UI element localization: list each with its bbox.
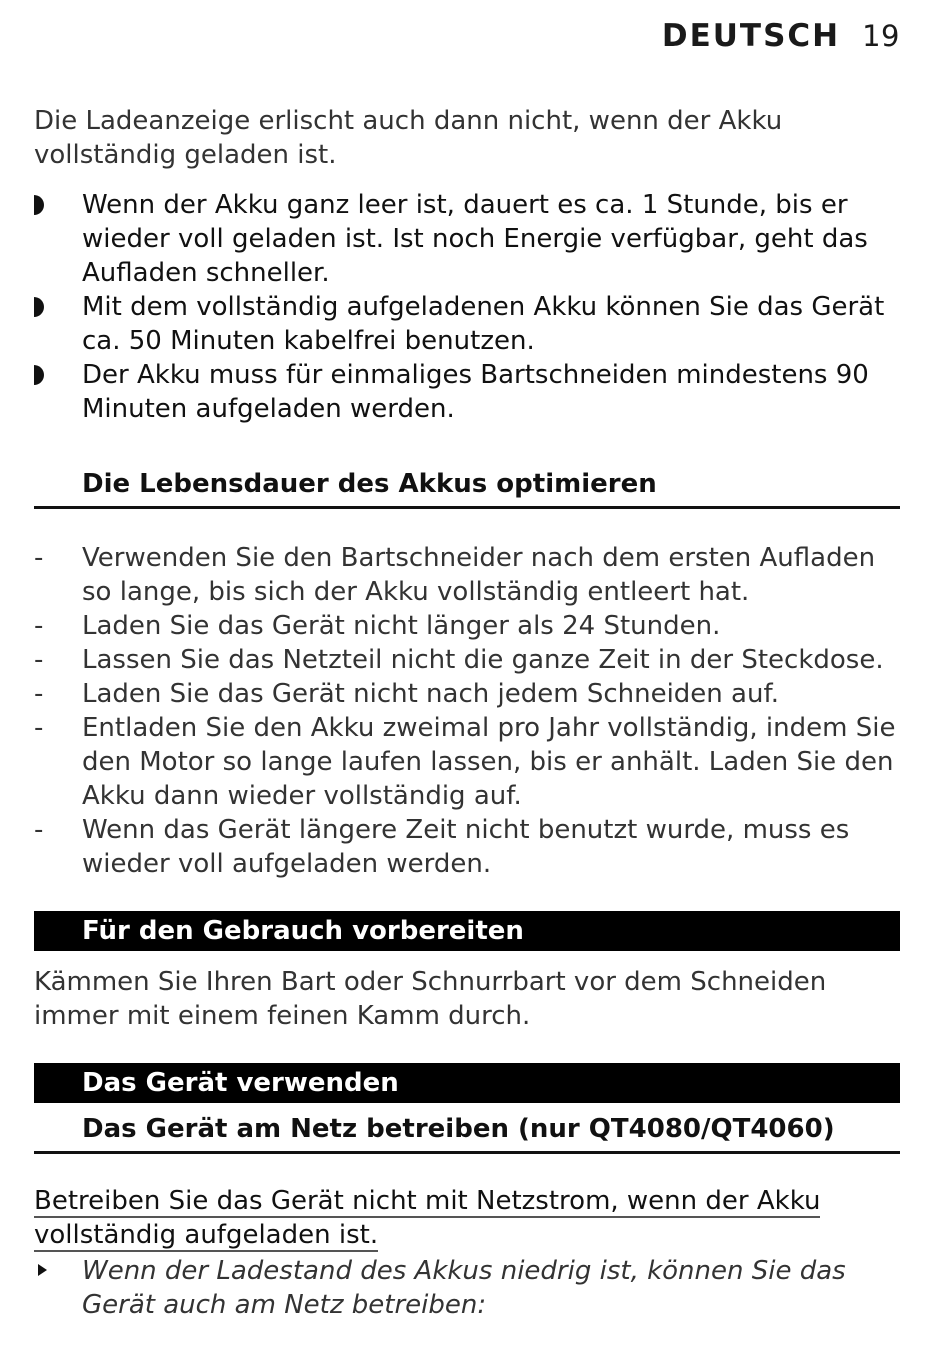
page-content — [34, 104, 900, 1322]
page-header — [662, 18, 900, 54]
list-item — [34, 290, 900, 358]
step-text: Wenn der Ladestand des Akkus niedrig ist, können Sie das Gerät auch am Netz betreiben: — [82, 1256, 846, 1320]
dash-marker: - — [34, 679, 44, 709]
battery-tips-list — [34, 541, 900, 881]
charging-bullet-list — [34, 188, 900, 426]
list-item — [34, 677, 900, 711]
bullet-text: Mit dem vollständig aufgeladenen Akku können Sie das Gerät ca. 50 Minuten kabelfrei benutzen. — [82, 292, 885, 356]
warning-line-1: Betreiben Sie das Gerät nicht mit Netzstrom, wenn der Akku — [34, 1186, 821, 1216]
list-item — [34, 541, 900, 609]
mains-subheading: Das Gerät am Netz betreiben (nur QT4080/QT4060) — [34, 1111, 900, 1154]
dash-marker: - — [34, 645, 44, 675]
list-item — [34, 643, 900, 677]
prepare-section-heading: Für den Gebrauch vorbereiten — [34, 911, 900, 951]
page-number: 19 — [862, 19, 900, 53]
tip-text: Verwenden Sie den Bartschneider nach dem ersten Aufladen so lange, bis sich der Akku vollständig entleert hat. — [82, 543, 876, 607]
language-label: DEUTSCH — [661, 18, 841, 54]
list-item — [34, 813, 900, 881]
tip-text: Wenn das Gerät längere Zeit nicht benutzt wurde, muss es wieder voll aufgeladen werden. — [82, 815, 850, 879]
triangle-bullet-icon — [38, 1264, 47, 1276]
use-section-heading: Das Gerät verwenden — [34, 1063, 900, 1103]
bullet-text: Wenn der Akku ganz leer ist, dauert es ca. 1 Stunde, bis er wieder voll geladen ist. Ist noch Energie verfügbar, geht das Aufladen schneller. — [82, 190, 868, 288]
tip-text: Entladen Sie den Akku zweimal pro Jahr vollständig, indem Sie den Motor so lange laufen lassen, bis er anhält. Laden Sie den Akku dann wieder vollständig auf. — [82, 713, 896, 811]
half-circle-bullet-icon — [34, 297, 46, 317]
dash-marker: - — [34, 815, 44, 845]
dash-marker: - — [34, 611, 44, 641]
prepare-paragraph: Kämmen Sie Ihren Bart oder Schnurrbart vor dem Schneiden immer mit einem feinen Kamm durch. — [34, 967, 827, 1031]
tip-text: Laden Sie das Gerät nicht nach jedem Schneiden auf. — [82, 679, 779, 709]
list-item — [34, 188, 900, 290]
battery-section-heading: Die Lebensdauer des Akkus optimieren — [34, 466, 900, 509]
warning-line-2: vollständig aufgeladen ist. — [34, 1220, 379, 1250]
mains-warning — [34, 1184, 900, 1252]
dash-marker: - — [34, 543, 44, 573]
tip-text: Lassen Sie das Netzteil nicht die ganze Zeit in der Steckdose. — [82, 645, 884, 675]
dash-marker: - — [34, 713, 44, 743]
half-circle-bullet-icon — [34, 365, 46, 385]
half-circle-bullet-icon — [34, 195, 46, 215]
step-item — [34, 1254, 900, 1322]
intro-paragraph: Die Ladeanzeige erlischt auch dann nicht, wenn der Akku vollständig geladen ist. — [34, 106, 783, 170]
list-item — [34, 358, 900, 426]
list-item — [34, 711, 900, 813]
list-item — [34, 609, 900, 643]
bullet-text: Der Akku muss für einmaliges Bartschneiden mindestens 90 Minuten aufgeladen werden. — [82, 360, 869, 424]
tip-text: Laden Sie das Gerät nicht länger als 24 Stunden. — [82, 611, 721, 641]
